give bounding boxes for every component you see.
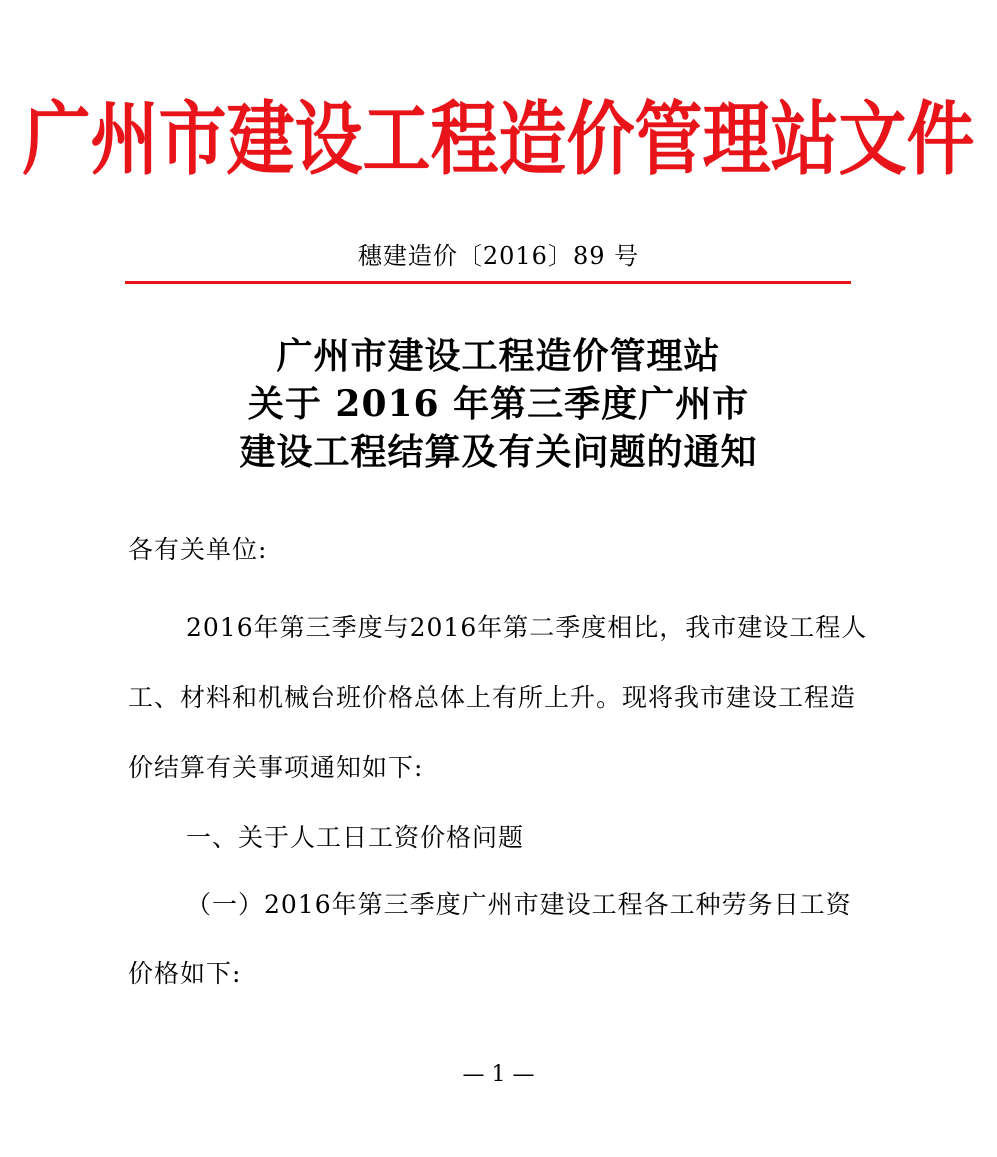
paragraph-1-line-3: 价结算有关事项通知如下: [128, 753, 424, 782]
notice-title [0, 332, 997, 476]
title-line-3: 建设工程结算及有关问题的通知 [239, 431, 758, 473]
masthead-title: 广州市建设工程造价管理站文件 [22, 93, 975, 188]
title-line-2: 关于 2016 年第三季度广州市 [247, 383, 750, 425]
subsection-1-line-1: （一）2016年第三季度广州市建设工程各工种劳务日工资 [186, 890, 852, 919]
page-number: — 1 — [462, 1062, 535, 1087]
subsection-1-line-2: 价格如下: [128, 959, 242, 988]
paragraph-1-line-2: 工、材料和机械台班价格总体上有所上升。现将我市建设工程造 [128, 683, 857, 712]
salutation: 各有关单位: [128, 535, 268, 564]
paragraph-1-line-1: 2016年第三季度与2016年第二季度相比，我市建设工程人 [186, 613, 868, 642]
document-number: 穗建造价〔2016〕89 号 [357, 242, 640, 270]
title-line-1: 广州市建设工程造价管理站 [276, 335, 721, 377]
section-1-heading: 一、关于人工日工资价格问题 [186, 823, 525, 852]
red-divider-rule [125, 281, 851, 284]
